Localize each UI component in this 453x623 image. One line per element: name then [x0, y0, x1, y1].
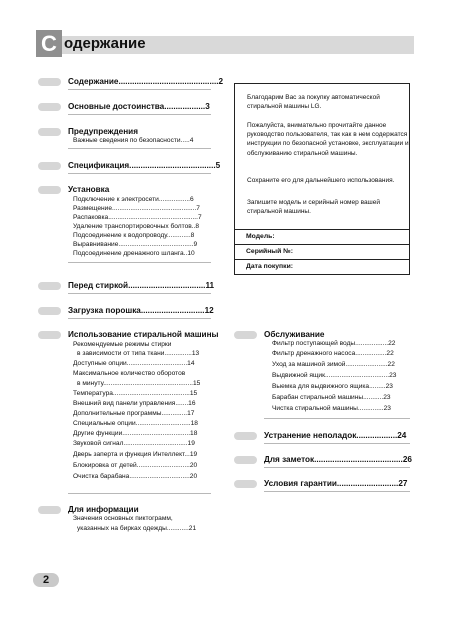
toc-entry-installation[interactable]: Установка [68, 185, 110, 194]
toc-subentry[interactable]: Температура..........................................15 [73, 390, 198, 397]
toc-entry-usage[interactable]: Использование стиральной машины [68, 330, 219, 339]
toc-subentry[interactable]: Выемка для выдвижного ящика.........23 [272, 383, 393, 390]
toc-subentry[interactable]: в зависимости от типа ткани...............13 [77, 350, 200, 357]
section-bullet [234, 480, 257, 488]
divider [68, 262, 211, 263]
header-initial-badge: С [36, 30, 62, 57]
section-bullet [38, 282, 61, 290]
section-bullet [38, 162, 61, 170]
model-field-label: Модель: [246, 233, 275, 240]
divider [264, 467, 410, 468]
toc-entry-detergent[interactable] [68, 306, 214, 315]
toc-page: 26 [402, 455, 412, 464]
toc-subentry[interactable]: Другие функции.....................................18 [73, 430, 198, 437]
divider [68, 318, 211, 319]
toc-entry-title: Для заметок [264, 455, 315, 464]
section-bullet [38, 186, 61, 194]
page-title: одержание [64, 35, 146, 52]
toc-page: 24 [397, 431, 407, 440]
page-number: 2 [33, 573, 59, 587]
section-bullet [38, 103, 61, 111]
toc-entry-information[interactable]: Для информации [68, 505, 139, 514]
toc-entry-title: Загрузка порошка [68, 306, 141, 315]
toc-entry-title: Спецификация [68, 161, 130, 170]
toc-subentry[interactable]: в минуту.................................................15 [77, 380, 201, 387]
serial-field-label: Серийный №: [246, 248, 294, 255]
divider [264, 491, 410, 492]
info-divider [235, 244, 409, 245]
toc-subentry[interactable]: Звуковой сигнал...................................19 [73, 440, 195, 447]
toc-subentry[interactable]: Уход за машиной зимой.......................22 [272, 361, 395, 368]
toc-subentry[interactable]: Рекомендуемые режимы стирки [73, 341, 172, 348]
divider [68, 173, 211, 174]
toc-leader: ............................................ [118, 77, 219, 86]
toc-subentry[interactable]: Выравнивание.........................................9 [73, 241, 198, 248]
toc-subentry[interactable]: Барабан стиральной машины...........23 [272, 394, 391, 401]
toc-subentry[interactable]: Важные сведения по безопасности.....4 [73, 137, 194, 144]
toc-subentry[interactable]: Значения основных пиктограмм, [73, 515, 173, 522]
toc-subentry[interactable]: Подсоединение к водопроводу.............8 [73, 232, 195, 239]
info-thanks-text: Благодарим Вас за покупку автоматической стиральной машины LG. [247, 94, 380, 111]
section-bullet [38, 506, 61, 514]
toc-subentry[interactable]: Максимальное количество оборотов [73, 370, 186, 377]
toc-entry-warnings[interactable]: Предупреждения [68, 127, 138, 136]
toc-leader: ...................................... [129, 161, 216, 170]
toc-page: 5 [215, 161, 221, 170]
divider [68, 148, 211, 149]
toc-entry-specs[interactable] [68, 161, 220, 170]
toc-leader: .................. [356, 431, 398, 440]
toc-entry-title: Основные достоинства [68, 102, 165, 111]
divider [264, 443, 410, 444]
section-bullet [38, 128, 61, 136]
divider [68, 89, 211, 90]
toc-page: 3 [205, 102, 210, 111]
toc-subentry[interactable]: Размещение..............................................7 [73, 205, 200, 212]
info-read-manual-text: Пожалуйста, внимательно прочитайте данное руководство пользователя, так как в нем содержатся инструкции по безопасной установке, эксплуатации и обслуживанию стиральной машины. [247, 122, 409, 157]
toc-subentry[interactable]: Фильтр дренажного насоса.................22 [272, 350, 394, 357]
section-bullet [38, 331, 61, 339]
toc-subentry[interactable]: Блокировка от детей.............................20 [73, 462, 198, 469]
toc-entry-title: Условия гарантии [264, 479, 337, 488]
section-bullet [38, 307, 61, 315]
toc-leader: ............................ [140, 306, 205, 315]
toc-entry-title: Устранение неполадок [264, 431, 357, 440]
toc-subentry[interactable]: Дополнительные программы..............17 [73, 410, 195, 417]
toc-subentry[interactable]: Дверь заперта и функция Интеллект...19 [73, 451, 198, 458]
toc-entry-notes[interactable] [264, 455, 412, 464]
toc-leader: .................. [164, 102, 206, 111]
info-record-text: Запишите модель и серийный номер вашей стиральной машины. [247, 199, 381, 216]
toc-leader: ....................................... [314, 455, 403, 464]
toc-entry-maintenance[interactable]: Обслуживание [264, 330, 325, 339]
toc-subentry[interactable]: Специальные опции..............................18 [73, 420, 198, 427]
toc-page: 2 [218, 77, 224, 86]
toc-subentry[interactable]: Подключение к электросети.................6 [73, 196, 194, 203]
toc-entry-title: Содержание [68, 77, 119, 86]
divider [264, 418, 410, 419]
toc-subentry[interactable]: Удаление транспортировочных болтов..8 [73, 223, 200, 230]
toc-subentry[interactable]: Очистка барабана.................................20 [73, 473, 198, 480]
info-keep-text: Сохраните его для дальнейшего использования. [247, 177, 395, 184]
toc-page: 12 [204, 306, 214, 315]
info-divider [235, 229, 409, 230]
toc-subentry[interactable]: Фильтр поступающей воды..................22 [272, 340, 396, 347]
divider [68, 293, 211, 294]
toc-subentry[interactable]: Чистка стиральной машины..............23 [272, 405, 391, 412]
toc-subentry[interactable]: Подсоединение дренажного шланга..10 [73, 250, 195, 257]
toc-leader: ........................... [336, 479, 399, 488]
toc-entry-features[interactable] [68, 102, 210, 111]
purchase-date-field-label: Дата покупки: [246, 263, 294, 270]
toc-subentry[interactable]: Выдвижной ящик...................................23 [272, 372, 397, 379]
toc-entry-warranty[interactable] [264, 479, 407, 488]
section-bullet [234, 331, 257, 339]
toc-entry-contents[interactable] [68, 77, 223, 86]
section-bullet [38, 78, 61, 86]
divider [68, 493, 211, 494]
info-divider [235, 259, 409, 260]
toc-entry-before-washing[interactable] [68, 281, 214, 290]
toc-subentry[interactable]: указанных на бирках одежды............21 [77, 525, 197, 532]
toc-entry-title: Перед стиркой [68, 281, 129, 290]
toc-subentry[interactable]: Доступные опции.................................14 [73, 360, 195, 367]
toc-subentry[interactable]: Распаковка.................................................7 [73, 214, 202, 221]
divider [68, 114, 211, 115]
toc-entry-troubleshooting[interactable] [264, 431, 406, 440]
section-bullet [234, 432, 257, 440]
toc-leader: .................................. [128, 281, 206, 290]
toc-page: 11 [205, 281, 215, 290]
toc-page: 27 [398, 479, 408, 488]
toc-subentry[interactable]: Внешний вид панели управления.......16 [73, 400, 196, 407]
section-bullet [234, 456, 257, 464]
